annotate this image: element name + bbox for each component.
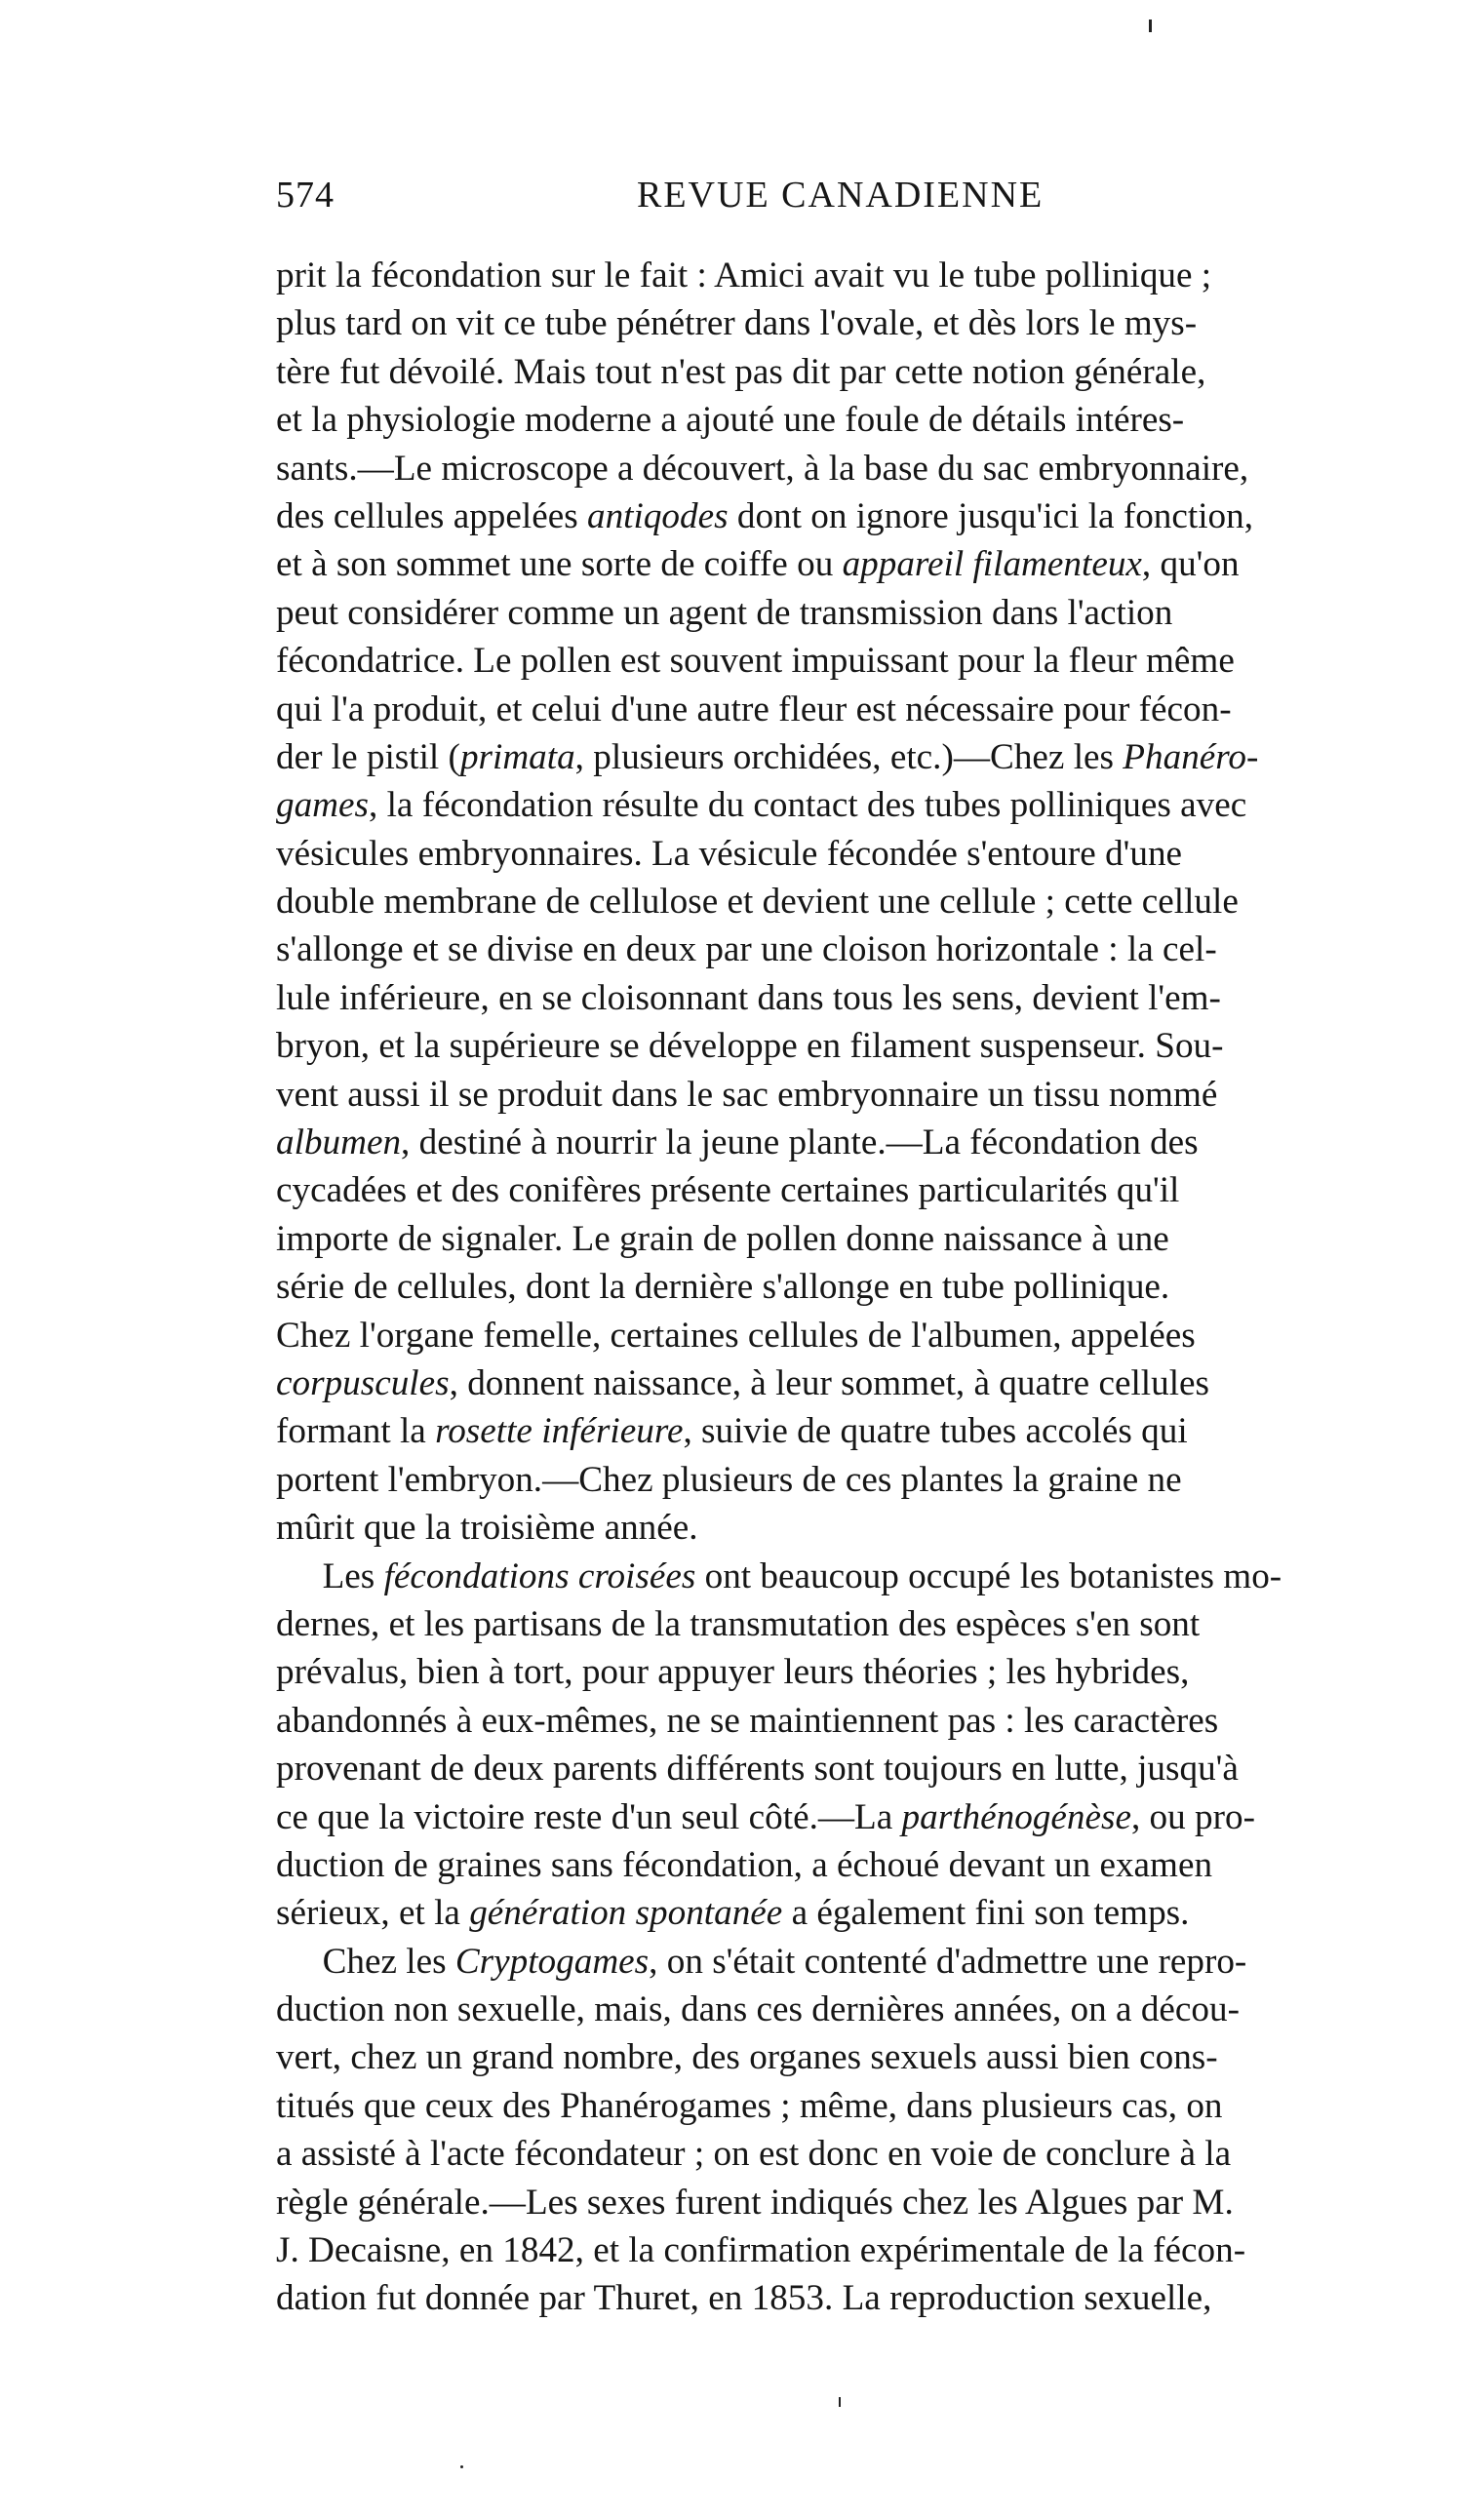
text-line (276, 2274, 1398, 2322)
text-line (276, 733, 1398, 781)
text-line (276, 1215, 1398, 1263)
text-segment: lule inférieure, en se cloisonnant dans tous les sens, devient l'em- (276, 977, 1221, 1018)
text-segment: Chez l'organe femelle, certaines cellules de l'albumen, appelées (276, 1315, 1196, 1356)
body-text (276, 252, 1407, 2323)
text-segment: prévalus, bien à tort, pour appuyer leurs théories ; les hybrides, (276, 1652, 1190, 1693)
text-segment: s'allonge et se divise en deux par une cloison horizontale : la cel- (276, 929, 1217, 970)
text-segment: et à son sommet une sorte de coiffe ou (276, 544, 843, 585)
text-line (276, 781, 1398, 829)
text-line (276, 1553, 1398, 1600)
text-line (276, 1359, 1398, 1407)
text-line (276, 492, 1398, 540)
text-line (276, 1697, 1398, 1745)
text-segment: , la fécondation résulte du contact des tubes polliniques avec (369, 785, 1247, 826)
text-line (276, 1407, 1398, 1455)
text-line (276, 2179, 1398, 2226)
text-line (276, 1600, 1398, 1648)
text-segment: titués que ceux des Phanérogames ; même, dans plusieurs cas, on (276, 2085, 1223, 2126)
ink-speck (460, 2465, 463, 2468)
text-segment: ce que la victoire reste d'un seul côté.—La (276, 1796, 902, 1837)
text-segment: Les (322, 1555, 384, 1596)
text-segment: J. Decaisne, en 1842, et la confirmation expérimentale de la fécon- (276, 2230, 1246, 2271)
text-line (276, 1119, 1398, 1166)
text-line (276, 445, 1398, 492)
text-segment: série de cellules, dont la dernière s'allonge en tube pollinique. (276, 1267, 1170, 1308)
text-segment: duction non sexuelle, mais, dans ces dernières années, on a décou- (276, 1989, 1240, 2030)
ink-speck (1149, 20, 1152, 32)
text-segment: double membrane de cellulose et devient une cellule ; cette cellule (276, 882, 1239, 923)
italic-text: albumen (276, 1122, 402, 1163)
text-line (276, 925, 1398, 973)
italic-text: Phanéro- (1123, 736, 1259, 777)
italic-text: rosette inférieure (435, 1411, 684, 1452)
text-segment: , plusieurs orchidées, etc.)—Chez les (574, 736, 1124, 777)
text-segment: , destiné à nourrir la jeune plante.—La fécondation des (401, 1122, 1199, 1163)
text-segment: provenant de deux parents différents sont toujours en lutte, jusqu'à (276, 1749, 1239, 1790)
italic-text: parthénogénèse (901, 1796, 1131, 1837)
text-segment: fécondatrice. Le pollen est souvent impuissant pour la fleur même (276, 641, 1235, 682)
text-line (276, 252, 1398, 299)
text-segment: duction de graines sans fécondation, a échoué devant un examen (276, 1844, 1213, 1885)
text-segment: abandonnés à eux-mêmes, ne se maintiennent pas : les caractères (276, 1700, 1219, 1741)
text-line (276, 348, 1398, 396)
text-segment: ont beaucoup occupé les botanistes mo- (695, 1555, 1282, 1596)
text-line (276, 589, 1398, 637)
text-segment: vent aussi il se produit dans le sac embryonnaire un tissu nommé (276, 1074, 1218, 1115)
text-segment: vert, chez un grand nombre, des organes sexuels aussi bien cons- (276, 2037, 1218, 2078)
running-head: REVUE CANADIENNE (637, 175, 1045, 216)
text-segment: mûrit que la troisième année. (276, 1508, 698, 1549)
page-header (276, 174, 1154, 232)
text-line (276, 1166, 1398, 1214)
text-segment: prit la fécondation sur le fait : Amici avait vu le tube pollinique ; (276, 256, 1212, 295)
text-line (276, 1648, 1398, 1696)
text-segment: der le pistil ( (276, 736, 460, 777)
text-line (276, 878, 1398, 925)
text-segment: qui l'a produit, et celui d'une autre fleur est nécessaire pour fécon- (276, 689, 1232, 729)
text-segment: vésicules embryonnaires. La vésicule fécondée s'entoure d'une (276, 833, 1183, 874)
page-number: 574 (276, 175, 335, 216)
text-line (276, 1841, 1398, 1889)
text-segment: , ou pro- (1130, 1796, 1255, 1837)
text-segment: bryon, et la supérieure se développe en filament suspenseur. Sou- (276, 1026, 1224, 1067)
italic-text: fécondations croisées (383, 1555, 696, 1596)
text-segment: portent l'embryon.—Chez plusieurs de ces plantes la graine ne (276, 1459, 1182, 1500)
text-segment: , donnent naissance, à leur sommet, à quatre cellules (449, 1362, 1210, 1403)
text-line (276, 1312, 1398, 1359)
text-line (276, 1745, 1398, 1792)
text-segment: règle générale.—Les sexes furent indiqués chez les Algues par M. (276, 2182, 1234, 2223)
text-segment: , on s'était contenté d'admettre une repro- (649, 1941, 1247, 1982)
text-line (276, 1022, 1398, 1070)
italic-text: antiqodes (586, 495, 729, 536)
text-segment: , qu'on (1141, 544, 1240, 585)
text-line (276, 1889, 1398, 1937)
italic-text: génération spontanée (469, 1893, 783, 1934)
text-segment: tère fut dévoilé. Mais tout n'est pas dit par cette notion générale, (276, 351, 1206, 392)
text-segment: sérieux, et la (276, 1893, 470, 1934)
text-segment: des cellules appelées (276, 495, 587, 536)
text-line (276, 1071, 1398, 1119)
text-line (276, 1986, 1398, 2033)
text-segment: Chez les (322, 1941, 455, 1982)
text-segment: et la physiologie moderne a ajouté une foule de détails intéres- (276, 400, 1185, 441)
italic-text: primata (459, 736, 575, 777)
text-line (276, 1456, 1398, 1504)
text-segment: sants.—Le microscope a découvert, à la base du sac embryonnaire, (276, 448, 1249, 489)
text-line (276, 2130, 1398, 2178)
text-segment: dont on ignore jusqu'ici la fonction, (728, 495, 1254, 536)
text-line (276, 686, 1398, 733)
text-segment: , suivie de quatre tubes accolés qui (683, 1411, 1188, 1452)
text-line (276, 1504, 1398, 1552)
text-line (276, 2082, 1398, 2130)
text-line (276, 299, 1398, 347)
text-segment: plus tard on vit ce tube pénétrer dans l'ovale, et dès lors le mys- (276, 303, 1198, 344)
text-line (276, 2226, 1398, 2274)
text-segment: peut considérer comme un agent de transmission dans l'action (276, 592, 1173, 633)
text-line (276, 1263, 1398, 1311)
italic-text: games (276, 785, 370, 826)
text-line (276, 396, 1398, 444)
text-segment: cycadées et des conifères présente certaines particularités qu'il (276, 1170, 1180, 1211)
text-segment: a assisté à l'acte fécondateur ; on est donc en voie de conclure à la (276, 2134, 1232, 2175)
text-line (276, 2033, 1398, 2081)
text-line (276, 637, 1398, 685)
text-line (276, 1938, 1398, 1986)
italic-text: appareil filamenteux (842, 544, 1142, 585)
text-line (276, 540, 1398, 588)
text-line (276, 830, 1398, 878)
text-segment: dernes, et les partisans de la transmutation des espèces s'en sont (276, 1603, 1201, 1644)
text-segment: formant la (276, 1411, 436, 1452)
text-line (276, 974, 1398, 1022)
ink-speck (839, 2397, 841, 2407)
italic-text: corpuscules (276, 1362, 450, 1403)
text-segment: importe de signaler. Le grain de pollen donne naissance à une (276, 1218, 1169, 1259)
text-line (276, 1793, 1398, 1841)
text-segment: dation fut donnée par Thuret, en 1853. La reproduction sexuelle, (276, 2278, 1212, 2319)
italic-text: Cryptogames (454, 1941, 650, 1982)
text-segment: a également fini son temps. (782, 1893, 1190, 1934)
